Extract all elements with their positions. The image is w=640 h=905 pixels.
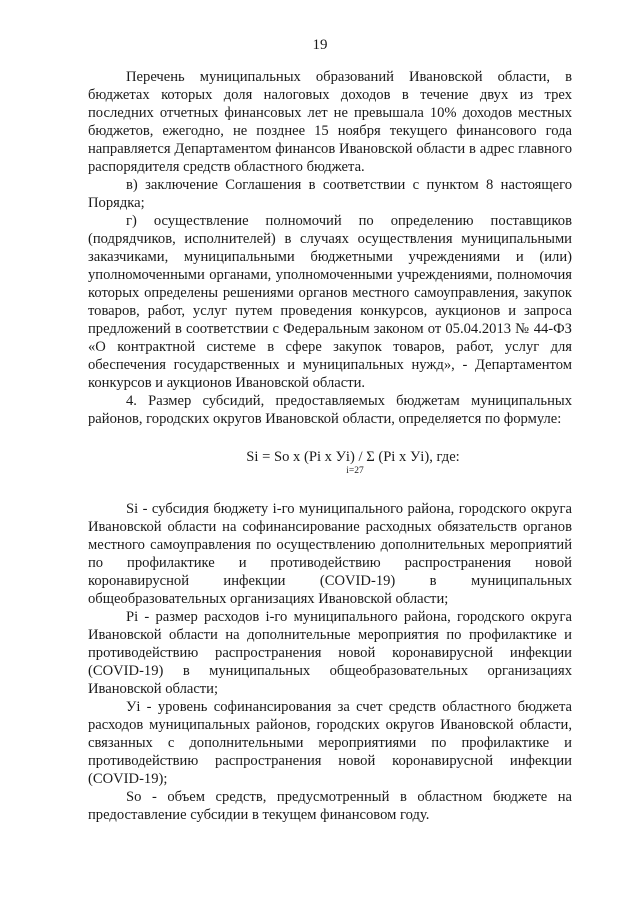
formula-subscript: i=27 (346, 466, 364, 476)
paragraph-municipal-list: Перечень муниципальных образований Ивановской области, в бюджетах которых доля налоговых доходов в течение двух из трех последних отчетных финансовых лет не превышала 10% доходов местных бюджетов, ежегодно, не позднее 15 ноября текущего финансового года направляется Департаментом финансов Ивановской области в адрес главного распорядителя средств областного бюджета. (88, 69, 572, 175)
document-body (88, 68, 572, 824)
definition-so: So - объем средств, предусмотренный в областном бюджете на предоставление субсидии в текущем финансовом году. (88, 789, 572, 823)
definition-ui: Уi - уровень софинансирования за счет средств областного бюджета расходов муниципальных районов, городских округов Ивановской области, связанных с дополнительными мероприятиями по профилактике и противодействию распространения новой коронавирусной инфекции (COVID-19); (88, 699, 572, 787)
formula-text: Si = So x (Pi x Уi) / Σ (Pi x Уi), где: (246, 449, 460, 465)
paragraph-item-g: г) осуществление полномочий по определению поставщиков (подрядчиков, исполнителей) в случаях осуществления муниципальными заказчиками, муниципальными бюджетными учреждениями и (или) уполномоченными органами, уполномоченными учреждениями, полномочия которых определены решениями органов местного самоуправления, закупок товаров, работ, услуг путем проведения конкурсов, аукционов и запроса предложений в соответствии с Федеральным законом от 05.04.2013 № 44-ФЗ «О контрактной системе в сфере закупок товаров, работ, услуг для обеспечения государственных и муниципальных нужд», - Департаментом конкурсов и аукционов Ивановской области. (88, 213, 572, 391)
definition-si: Si - субсидия бюджету i-го муниципального района, городского округа Ивановской области на софинансирование расходных обязательств органов местного самоуправления по осуществлению дополнительных мероприятий по профилактике и противодействию распространения новой коронавирусной инфекции (COVID-19) в муниципальных общеобразовательных организациях Ивановской области; (88, 501, 572, 607)
paragraph-item-4: 4. Размер субсидий, предоставляемых бюджетам муниципальных районов, городских округов Ивановской области, определяется по формуле: (88, 393, 572, 427)
subsidy-formula (88, 448, 572, 476)
definition-pi: Pi - размер расходов i-го муниципального района, городского округа Ивановской области на дополнительные мероприятия по профилактике и противодействию распространения новой коронавирусной инфекции (COVID-19) в муниципальных общеобразовательных организациях Ивановской области; (88, 609, 572, 697)
page-number: 19 (312, 37, 328, 53)
paragraph-item-v: в) заключение Соглашения в соответствии с пунктом 8 настоящего Порядка; (88, 177, 572, 211)
